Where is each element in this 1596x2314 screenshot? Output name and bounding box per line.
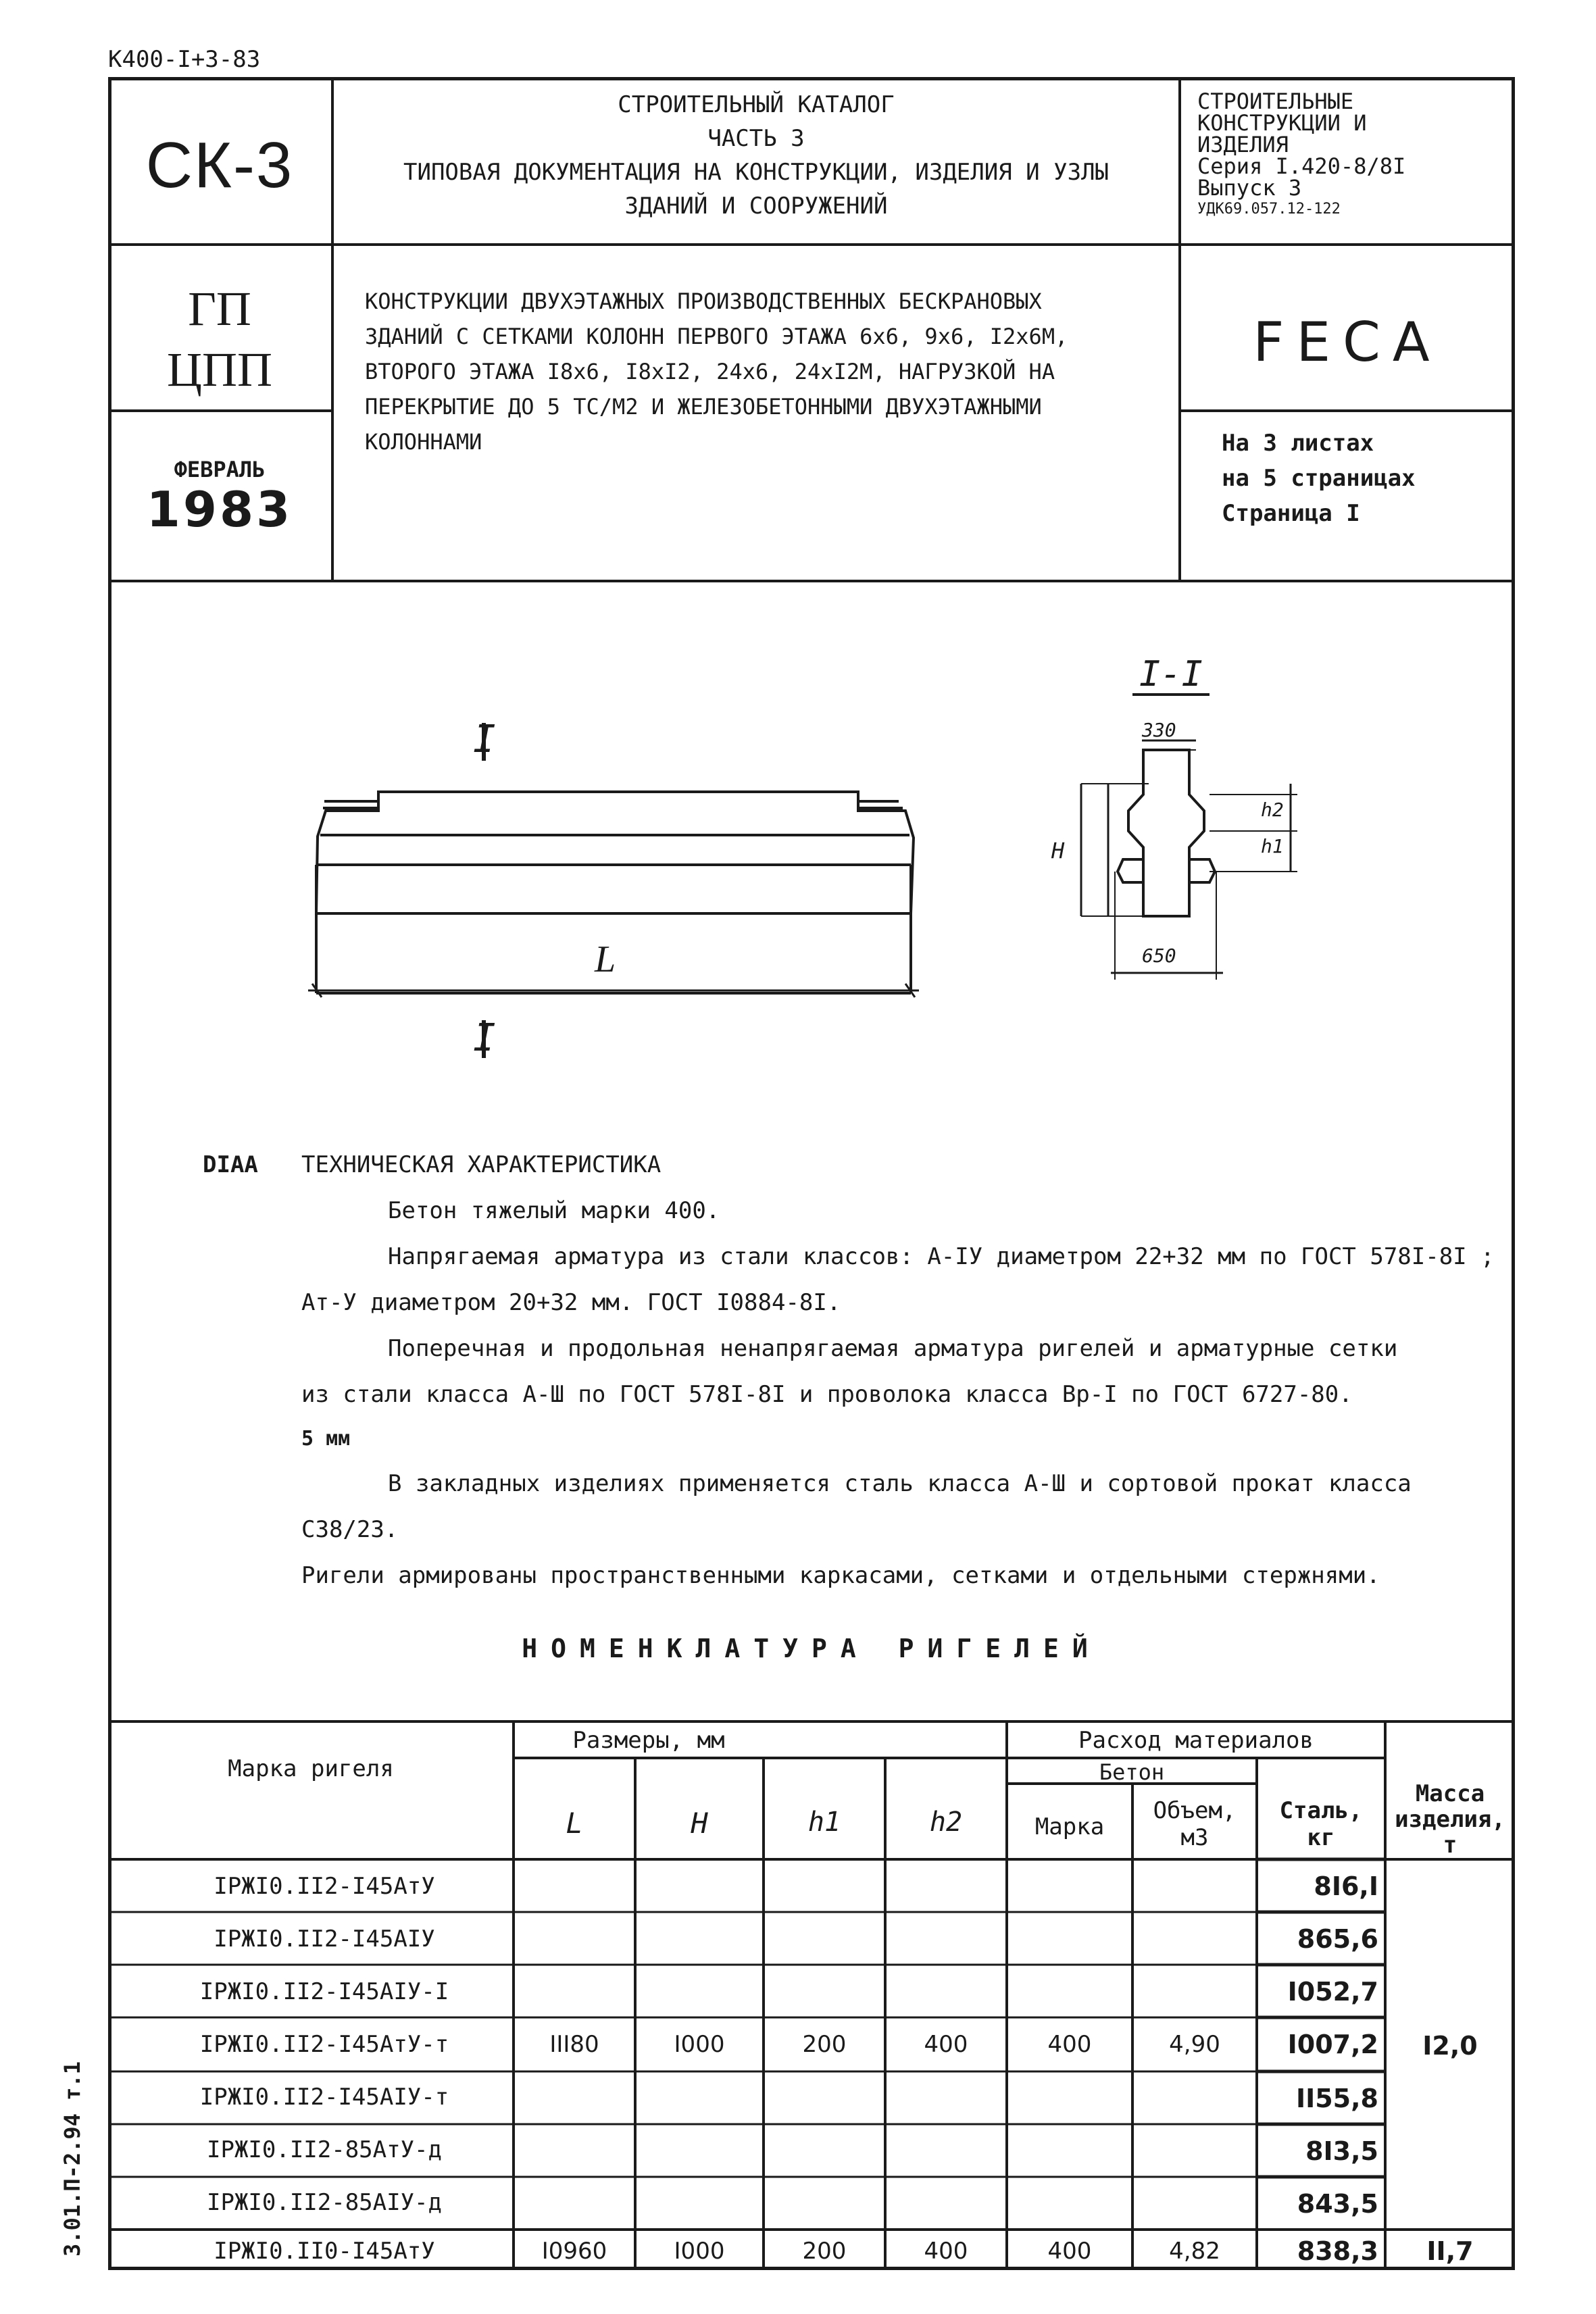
org-line-1: ГП: [188, 282, 251, 336]
last-h2: 400: [924, 2238, 968, 2265]
side-code: 3.01.П-2.94 т.1: [59, 2061, 85, 2257]
col-header-L: L: [566, 1807, 583, 1840]
title-line-3: ВТОРОГО ЭТАЖА I8х6, I8хI2, 24х6, 24хI2М, НАГРУЗКОЙ НА: [365, 359, 1055, 384]
col-header-steel: [1257, 1797, 1385, 1851]
dim-bottom-width: 650: [1142, 945, 1176, 967]
col-header-concrete: Бетон: [1099, 1759, 1165, 1785]
udk-code: УДК69.057.12-122: [1197, 201, 1341, 218]
group-L: III80: [549, 2031, 599, 2058]
col-header-volume: [1132, 1797, 1257, 1851]
table-row: IРЖI0.II2-85АтУ-д: [207, 2136, 442, 2163]
spec-p7: В закладных изделиях применяется сталь класса А-Ш и сортовой прокат класса: [388, 1470, 1412, 1497]
col-header-sizes: Размеры, мм: [572, 1727, 725, 1754]
col-header-mark: Марка ригеля: [228, 1755, 394, 1782]
spec-p6: 5 мм: [301, 1427, 351, 1451]
col-header-grade: Марка: [1034, 1813, 1105, 1840]
col-header-mass: [1385, 1781, 1515, 1858]
steel-unit: кг: [1307, 1824, 1335, 1851]
col-header-H: H: [691, 1807, 708, 1840]
table-row: IРЖI0.II2-85АIУ-д: [207, 2189, 442, 2216]
section-title: I-I: [1139, 654, 1203, 695]
catalog-line-4: ЗДАНИЙ И СООРУЖЕНИЙ: [624, 193, 888, 220]
series-line-1: СТРОИТЕЛЬНЫЕ: [1197, 89, 1354, 114]
title-line-2: ЗДАНИЙ С СЕТКАМИ КОЛОНН ПЕРВОГО ЭТАЖА 6х6, 9х6, I2х6М,: [365, 324, 1068, 349]
table-row-last: IРЖI0.II0-I45АтУ: [214, 2238, 435, 2265]
steel-value: I052,7: [1287, 1977, 1378, 2007]
section-mark-bottom: I: [473, 1016, 496, 1060]
page-count: на 5 страницах: [1222, 465, 1416, 492]
spec-p8: С38/23.: [301, 1516, 399, 1543]
mass-label: Масса: [1415, 1780, 1485, 1807]
page-number: Страница I: [1222, 500, 1360, 527]
volume-label: Объем,: [1153, 1797, 1237, 1824]
spec-p3: Ат-У диаметром 20+32 мм. ГОСТ I0884-8I.: [301, 1289, 841, 1316]
series-line-2: КОНСТРУКЦИИ И: [1197, 110, 1367, 136]
spec-p2: Напрягаемая арматура из стали классов: А-IУ диаметром 22+32 мм по ГОСТ 578I-8I ;: [388, 1243, 1495, 1270]
last-grade: 400: [1047, 2238, 1092, 2265]
group-h2: 400: [924, 2031, 968, 2058]
table-row: IРЖI0.II2-I45АIУ-т: [199, 2084, 449, 2111]
spec-p1: Бетон тяжелый марки 400.: [388, 1197, 720, 1224]
title-line-5: КОЛОННАМИ: [365, 429, 482, 455]
table-row: IРЖI0.II2-I45АтУ: [214, 1873, 435, 1900]
document-code: К400-I+3-83: [108, 46, 261, 73]
last-L: I0960: [541, 2238, 607, 2265]
series-number: Серия I.420-8/8I: [1197, 153, 1406, 179]
dim-h1: h1: [1261, 835, 1284, 857]
last-H: I000: [674, 2238, 725, 2265]
table-title: НОМЕНКЛАТУРА РИГЕЛЕЙ: [522, 1634, 1101, 1663]
table-row: IРЖI0.II2-I45АIУ: [214, 1926, 435, 1953]
catalog-code: СК-3: [145, 129, 294, 201]
last-volume: 4,82: [1169, 2238, 1220, 2265]
release-year: 1983: [146, 481, 293, 538]
steel-value: I007,2: [1287, 2030, 1378, 2059]
col-header-h1: h1: [807, 1807, 841, 1838]
title-line-1: КОНСТРУКЦИИ ДВУХЭТАЖНЫХ ПРОИЗВОДСТВЕННЫХ БЕСКРАНОВЫХ: [365, 288, 1042, 314]
sheet-count: На 3 листах: [1222, 430, 1374, 457]
issue-number: Выпуск 3: [1197, 175, 1302, 201]
last-h1: 200: [802, 2238, 847, 2265]
group-grade: 400: [1047, 2031, 1092, 2058]
steel-value: 8I3,5: [1305, 2136, 1378, 2166]
title-line-4: ПЕРЕКРЫТИЕ ДО 5 ТС/М2 И ЖЕЛЕЗОБЕТОННЫМИ ДВУХЭТАЖНЫМИ: [365, 394, 1042, 420]
steel-value: 865,6: [1297, 1924, 1378, 1954]
group-h1: 200: [802, 2031, 847, 2058]
col-header-materials: Расход материалов: [1078, 1727, 1314, 1754]
length-label: L: [595, 938, 616, 980]
dim-top-width: 330: [1142, 719, 1176, 741]
catalog-line-3: ТИПОВАЯ ДОКУМЕНТАЦИЯ НА КОНСТРУКЦИИ, ИЗДЕЛИЯ И УЗЛЫ: [403, 159, 1109, 186]
catalog-line-1: СТРОИТЕЛЬНЫЙ КАТАЛОГ: [618, 91, 895, 118]
org-line-2: ЦПП: [167, 343, 272, 397]
spec-p5: из стали класса А-Ш по ГОСТ 578I-8I и проволока класса Вр-I по ГОСТ 6727-80.: [301, 1381, 1353, 1408]
spec-code: DIAA: [203, 1151, 258, 1178]
spec-p9: Ригели армированы пространственными каркасами, сетками и отдельными стержнями.: [301, 1562, 1380, 1589]
steel-value: 8I6,I: [1314, 1871, 1378, 1901]
mass-label-2: изделия,: [1395, 1806, 1505, 1833]
spec-p4: Поперечная и продольная ненапрягаемая арматура ригелей и арматурные сетки: [388, 1335, 1398, 1362]
dim-height: H: [1051, 838, 1065, 863]
spec-heading: ТЕХНИЧЕСКАЯ ХАРАКТЕРИСТИКА: [301, 1151, 662, 1178]
section-mark-top: I: [473, 718, 496, 761]
group-volume: 4,90: [1169, 2031, 1220, 2058]
table-row: IРЖI0.II2-I45АтУ-т: [199, 2031, 449, 2058]
col-header-h2: h2: [929, 1807, 963, 1838]
steel-label: Сталь,: [1279, 1797, 1363, 1824]
release-month: ФЕВРАЛЬ: [174, 457, 266, 482]
last-mass: II,7: [1426, 2236, 1474, 2266]
table-row: IРЖI0.II2-I45АIУ-I: [199, 1978, 449, 2005]
catalog-line-2: ЧАСТЬ 3: [707, 125, 805, 152]
mass-unit: т: [1443, 1832, 1457, 1859]
steel-value-last: 838,3: [1297, 2236, 1378, 2266]
steel-value: 843,5: [1297, 2189, 1378, 2219]
group-H: I000: [674, 2031, 725, 2058]
steel-value: II55,8: [1295, 2084, 1378, 2113]
classification-code: FECA: [1253, 311, 1442, 374]
series-line-3: ИЗДЕЛИЯ: [1197, 132, 1289, 157]
group-mass: I2,0: [1422, 2031, 1478, 2061]
dim-h2: h2: [1261, 799, 1284, 821]
volume-unit: м3: [1180, 1824, 1209, 1851]
